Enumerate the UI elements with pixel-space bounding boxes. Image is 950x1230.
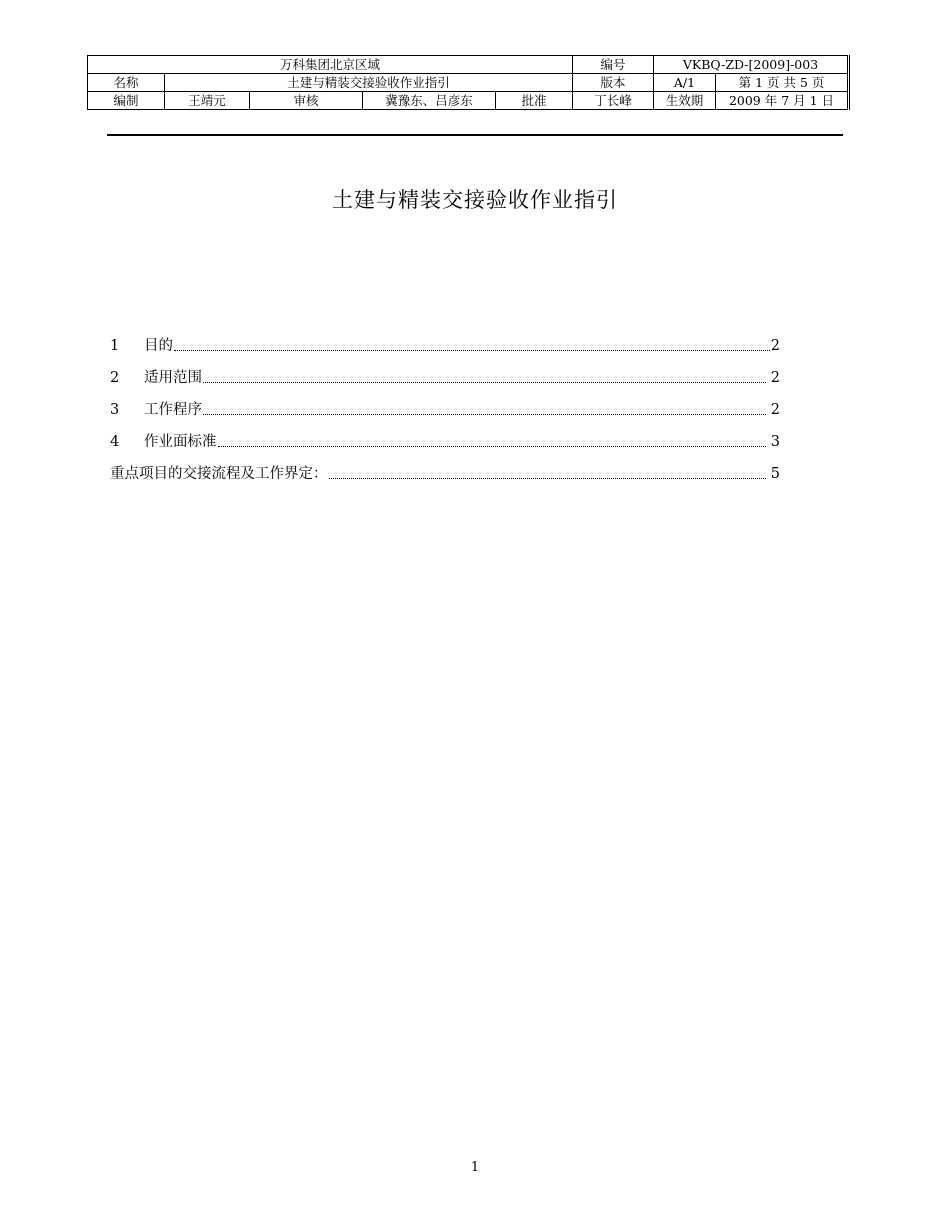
effective-value: 2009 年 7 月 1 日 — [716, 92, 849, 110]
document-control-table — [87, 55, 850, 110]
version-value: A/1 — [654, 74, 716, 92]
toc-entry-page: 2 — [770, 370, 780, 386]
toc-entry-text: 作业面标准 — [144, 434, 217, 450]
toc-dot-leader — [203, 400, 766, 415]
header-row-org — [88, 56, 849, 74]
toc-entry-text: 重点项目的交接流程及工作界定： — [110, 466, 328, 482]
prepared-label: 编制 — [88, 92, 165, 110]
code-value: VKBQ-ZD-[2009]-003 — [654, 56, 849, 74]
toc-entry[interactable] — [110, 432, 780, 464]
name-label: 名称 — [88, 74, 165, 92]
review-label: 审核 — [250, 92, 363, 110]
name-value: 土建与精装交接验收作业指引 — [165, 74, 573, 92]
toc-entry-page: 3 — [770, 434, 780, 450]
toc-entry[interactable] — [110, 464, 780, 496]
prepared-value: 王靖元 — [165, 92, 250, 110]
toc-entry-page: 2 — [770, 402, 780, 418]
toc-entry-text: 工作程序 — [144, 402, 202, 418]
header-row-signoff — [88, 92, 849, 110]
version-label: 版本 — [573, 74, 654, 92]
toc-entry-text: 目的 — [144, 338, 173, 354]
toc-entry-number: 3 — [110, 402, 120, 418]
toc-entry-number: 4 — [110, 434, 120, 450]
toc-entry[interactable] — [110, 336, 780, 368]
page-info: 第 1 页 共 5 页 — [716, 74, 849, 92]
toc-dot-leader — [329, 464, 767, 479]
page-number: 1 — [470, 1160, 480, 1175]
header-row-name — [88, 74, 849, 92]
toc-entry[interactable] — [110, 368, 780, 400]
toc-entry-number: 1 — [110, 338, 120, 354]
table-of-contents — [110, 336, 780, 496]
toc-entry-page: 5 — [770, 466, 780, 482]
toc-dot-leader — [174, 336, 770, 351]
effective-label: 生效期 — [654, 92, 716, 110]
toc-entry-page: 2 — [770, 338, 780, 354]
header-divider — [107, 134, 843, 136]
toc-dot-leader — [218, 432, 767, 447]
code-label: 编号 — [573, 56, 654, 74]
approve-label: 批准 — [496, 92, 573, 110]
document-title: 土建与精装交接验收作业指引 — [332, 188, 618, 212]
org-name: 万科集团北京区域 — [88, 56, 573, 74]
toc-entry-number: 2 — [110, 370, 120, 386]
toc-dot-leader — [203, 368, 766, 383]
approve-value: 丁长峰 — [573, 92, 654, 110]
toc-entry-text: 适用范围 — [144, 370, 202, 386]
review-value: 冀豫东、吕彦东 — [363, 92, 496, 110]
toc-entry[interactable] — [110, 400, 780, 432]
